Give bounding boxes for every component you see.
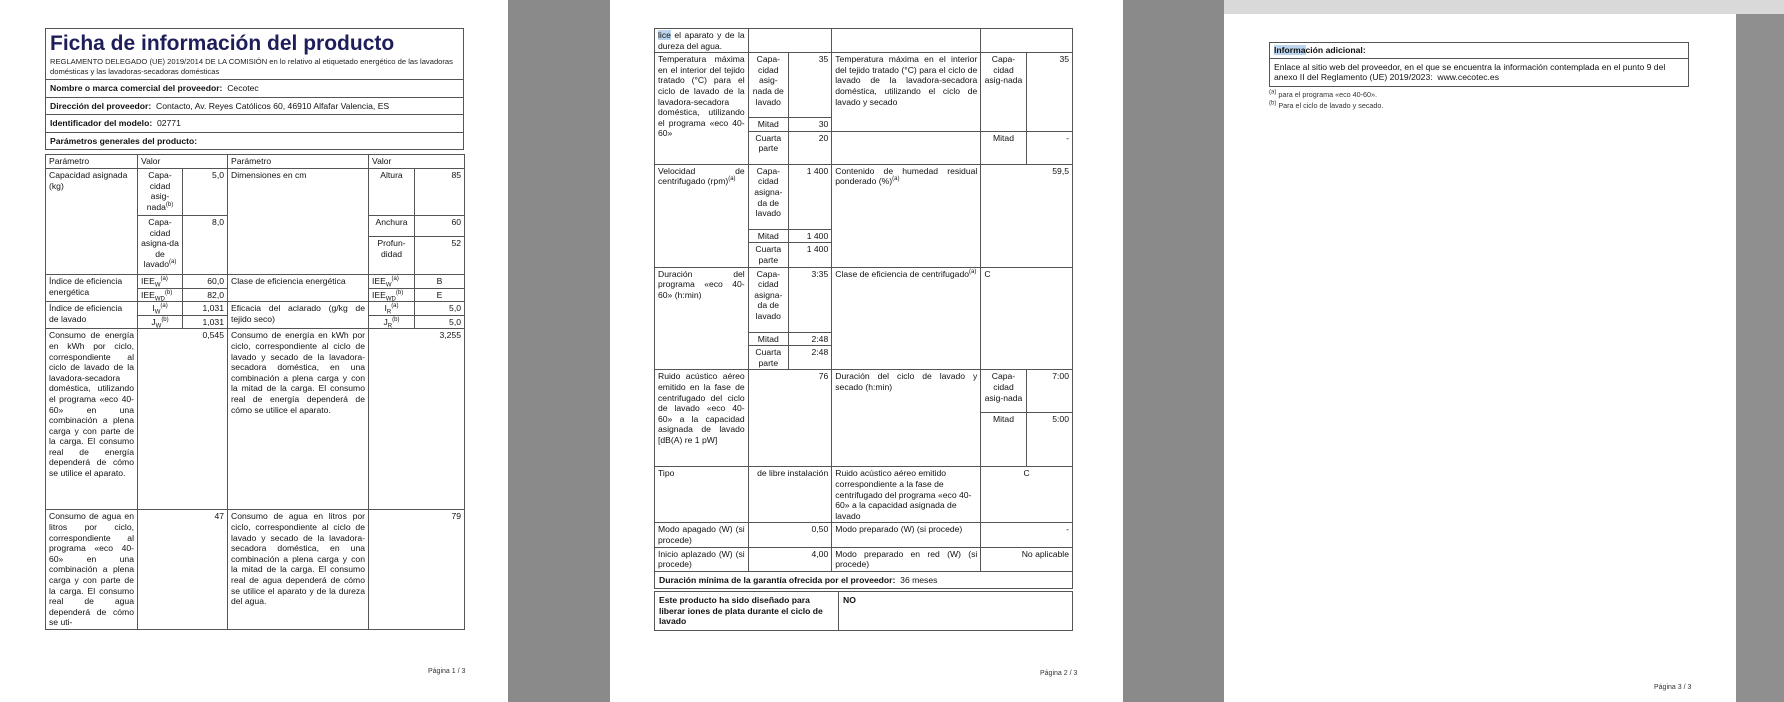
- duration-sub-half: Mitad: [748, 332, 788, 346]
- footnote-b: $^{(b)}$ Para el ciclo de lavado y secado.: [1269, 100, 1384, 110]
- energy-wd-label: Consumo de energía en kWh por ciclo, correspondiente al ciclo de lavado y secado de la lavadora-secadora doméstica, en una combinación a plena carga y con la mitad de la carga. El consumo real de energía dependerá de cómo se utilice el aparato.: [228, 329, 369, 510]
- footnote-a: $^{(a)}$ para el programa «eco 40-60».: [1269, 89, 1378, 99]
- wd-duration-val-rated: 7:00: [1026, 370, 1072, 413]
- spin-class-value: C: [981, 267, 1073, 370]
- parameters-table-page-2: lice el aparato y de la dureza del agua. Temperatura máxima en el interior del tejido tratado (°C) para el ciclo de lavado de la lavadora-secadora doméstica, utilizando el programa «eco 40-60» Capa-cidad asig-nada de lavado 35 Temperatura máxima en el interior del tejido tratado (°C) para el ciclo de lavado de la lavadora-secadora doméstica, utilizando el ciclo de lavado y secado Capa-cidad asig-nada 35 Mitad 30 Cuarta parte 20 Mitad - Velocidad de centrifugado (rpm)$^{(a)}$ Capa-cidad asigna-da de lavado 1 400 Contenido de humedad residual ponderado (%)$^{(a)}$ 59,5 Mitad 1 400 Cuarta parte 1 400 Duración del programa «eco 40-60» (h:min) Capa-cidad asigna-da de lavado 3:35 Clase de eficiencia de centrifugado$^{(a)}$ C Mitad 2:48 Cuarta parte 2:48 Ruido acústico aéreo emitido en la fase de centrifugado del ciclo de lavado «eco 40-60» a la capacidad asignada de lavado [dB(A) re 1 pW] 76 Duración del ciclo de lavado y secado (h:min) Capa-cidad asig-nada 7:00 Mitad 5:00 Tipo de libre instalación Ruido acústico aéreo emitido correspondiente a la fase de centrifugado del programa «eco 40-60» a la capacidad asignada de lavado C Modo apagado (W) (si procede) 0,50 Modo preparado (W) (si procede) - Inicio aplazado (W) (si procede) 4,00 Modo preparado en red (W) (si procede) No aplicable Duración mínima de la garantía ofrecida por el proveedor: 36 meses: [654, 28, 1073, 589]
- delay-start-label: Inicio aplazado (W) (si procede): [655, 547, 749, 571]
- page-1-content: [45, 28, 464, 630]
- spin-label: Velocidad de centrifugado (rpm): [658, 165, 745, 187]
- duration-sub-rated: Capa-cidad asigna-da de lavado: [748, 267, 788, 332]
- energy-class-label: Clase de eficiencia energética: [228, 274, 369, 301]
- warranty-value: 36 meses: [900, 574, 938, 585]
- additional-info-table: [1269, 42, 1689, 87]
- water-wash-value: 47: [138, 510, 228, 630]
- moisture-label: Contenido de humedad residual ponderado (%): [835, 165, 978, 187]
- water-wd-value: 79: [369, 510, 465, 630]
- general-params-label: Parámetros generales del producto:: [50, 135, 198, 146]
- col-header-value: Valor: [138, 155, 228, 169]
- dim-height-value: 85: [415, 168, 465, 215]
- jr-value: 5,0: [415, 315, 465, 329]
- col-header-param: Parámetro: [46, 155, 138, 169]
- model-value: 02771: [156, 118, 181, 129]
- energy-wash-label: Consumo de energía en kWh por ciclo, correspondiente al ciclo de lavado de la lavadora-secadora doméstica, utilizando el programa «eco 40-60» en una combinación a plena carga y con parte de la carga. El consumo real de energía dependerá de cómo se utilice el aparato.: [46, 329, 138, 510]
- temp-label: Temperatura máxima en el interior del tejido tratado (°C) para el ciclo de lavado de la lavadora-secadora doméstica, utilizando el programa «eco 40-60»: [655, 53, 749, 165]
- additional-info-label: ción adicional:: [1305, 45, 1366, 55]
- type-label: Tipo: [655, 467, 749, 523]
- dim-depth-label: Profun-didad: [369, 237, 415, 275]
- page-3-top-bar: [1224, 0, 1784, 14]
- network-standby-value: No aplicable: [981, 547, 1073, 571]
- type-value: de libre instalación: [748, 467, 832, 523]
- supplier-website: www.cecotec.es: [1437, 72, 1500, 83]
- temp-sub-half: Mitad: [748, 118, 788, 132]
- duration-val-rated: 3:35: [788, 267, 831, 332]
- spin-sub-quarter: Cuarta parte: [748, 243, 788, 267]
- energy-wash-value: 0,545: [138, 329, 228, 510]
- eei-w-value: 60,0: [183, 274, 228, 288]
- temp-sub-quarter: Cuarta parte: [748, 131, 788, 164]
- dim-width-label: Anchura: [369, 215, 415, 236]
- model-label: Identificador del modelo:: [50, 118, 153, 129]
- off-mode-label: Modo apagado (W) (si procede): [655, 523, 749, 547]
- supplier-value: Cecotec: [227, 83, 259, 93]
- page-2-content: [654, 28, 1073, 631]
- noise-label: Ruido acústico aéreo emitido en la fase de centrifugado del ciclo de lavado «eco 40-60» a la capacidad asignada de lavado [dB(A) re 1 pW]: [655, 370, 749, 467]
- jw-value: 1,031: [183, 315, 228, 329]
- energy-class-w-value: B: [415, 274, 465, 288]
- page-number-2: Página 2 / 3: [1040, 670, 1078, 677]
- eei-wd-value: 82,0: [183, 288, 228, 302]
- temp-wd-val-rated: 35: [1026, 53, 1072, 132]
- dim-depth-value: 52: [415, 237, 465, 275]
- energy-wd-value: 3,255: [369, 329, 465, 510]
- spin-val-half: 1 400: [788, 229, 831, 243]
- duration-val-quarter: 2:48: [788, 346, 831, 370]
- page-number-3: Página 3 / 3: [1654, 684, 1692, 691]
- energy-class-wd-value: E: [415, 288, 465, 302]
- additional-info-label-highlight: Informa: [1274, 45, 1306, 55]
- col-header-value-2: Valor: [369, 155, 465, 169]
- temp-wd-sub-half: Mitad: [981, 131, 1026, 164]
- continued-text: el aparato y de la dureza del agua.: [658, 30, 745, 51]
- iw-value: 1,031: [183, 302, 228, 316]
- page-gap: [1123, 0, 1224, 702]
- dim-width-value: 60: [415, 215, 465, 236]
- duration-sub-quarter: Cuarta parte: [748, 346, 788, 370]
- wd-duration-val-half: 5:00: [1026, 413, 1072, 467]
- temp-sub-rated: Capa-cidad asig-nada de lavado: [748, 53, 788, 118]
- parameters-table-page-1: Parámetro Valor Parámetro Valor Capacidad asignada (kg) Capa-cidad asig-nada$^{(b)}$ 5,0 Dimensiones en cm Altura 85 Capa-cidad asigna-da de lavado$^{(a)}$ 8,0 Anchura 60 Profun-didad 52 Índice de eficiencia energética $IEE_W^{(a)}$ 60,0 Clase de eficiencia energética $IEE_W^{(a)}$ B $IEE_{WD}^{(b)}$ 82,0 $IEE_{WD}^{(b)}$ E Índice de eficiencia de lavado $I_W^{(a)}$ 1,031 Eficacia del aclarado (g/kg de tejido seco) $I_R^{(a)}$ 5,0 $J_W^{(b)}$ 1,031 $J_R^{(b)}$ 5,0 Consumo de energía en kWh por ciclo, correspondiente al ciclo de lavado de la lavadora-secadora doméstica, utilizando el programa «eco 40-60» en una combinación a plena carga y con parte de la carga. El consumo real de energía dependerá de cómo se utilice el aparato. 0,545 Consumo de energía en kWh por ciclo, correspondiente al ciclo de lavado y secado de la lavadora-secadora doméstica, en una combinación a plena carga y con la mitad de la carga. El consumo real de energía dependerá de cómo se utilice el aparato. 3,255 Consumo de agua en litros por ciclo, correspondiente al programa «eco 40-60» en una combinación a plena carga y con parte de la carga. El consumo real de agua dependerá de cómo se uti- 47 Consumo de agua en litros por ciclo, correspondiente al ciclo de lavado y secado de la lavadora-secadora doméstica, en una combinación a plena carga y con la mitad de la carga. El consumo real de agua dependerá de cómo se utilice el aparato y de la dureza del agua. 79: [45, 154, 465, 630]
- temp-val-half: 30: [788, 118, 831, 132]
- water-wd-label: Consumo de agua en litros por ciclo, correspondiente al ciclo de lavado y secado de la lavadora-secadora doméstica, en una combinación a plena carga y con la mitad de la carga. El consumo real de agua dependerá de cómo se utilice el aparato y de la dureza del agua.: [228, 510, 369, 630]
- warranty-label: Duración mínima de la garantía ofrecida por el proveedor:: [659, 574, 896, 585]
- spin-sub-half: Mitad: [748, 229, 788, 243]
- dimensions-label: Dimensiones en cm: [228, 168, 369, 274]
- continued-text-highlight: lice: [658, 30, 671, 40]
- standby-label: Modo preparado (W) (si procede): [832, 523, 981, 547]
- silver-ions-label: Este producto ha sido diseñado para liberar iones de plata durante el ciclo de lavado: [655, 592, 839, 631]
- duration-label: Duración del programa «eco 40-60» (h:min): [655, 267, 749, 370]
- standby-value: -: [981, 523, 1073, 547]
- capacity-sub-wash: Capa-cidad asigna-da de lavado: [141, 216, 179, 270]
- temp-val-quarter: 20: [788, 131, 831, 164]
- eei-label: Índice de eficiencia energética: [46, 274, 138, 301]
- water-wash-label: Consumo de agua en litros por ciclo, correspondiente al programa «eco 40-60» en una combinación a plena carga y con parte de la carga. El consumo real de agua dependerá de cómo se uti-: [46, 510, 138, 630]
- wd-duration-label: Duración del ciclo de lavado y secado (h:min): [832, 370, 981, 467]
- spin-class-label: Clase de eficiencia de centrifugado: [835, 268, 970, 279]
- dim-height-label: Altura: [369, 168, 415, 215]
- temp-wd-sub-rated: Capa-cidad asig-nada: [981, 53, 1026, 132]
- duration-val-half: 2:48: [788, 332, 831, 346]
- page-gap: [508, 0, 610, 702]
- address-label: Dirección del proveedor:: [50, 100, 152, 111]
- address-value: Contacto, Av. Reyes Católicos 60, 46910 Alfafar Valencia, ES: [156, 100, 390, 111]
- temp-val-rated: 35: [788, 53, 831, 118]
- temp-wd-label: Temperatura máxima en el interior del tejido tratado (°C) para el ciclo de lavado de la lavadora-secadora doméstica, utilizando el ciclo de lavado y secado: [832, 53, 981, 132]
- rinse-label: Eficacia del aclarado (g/kg de tejido seco): [228, 302, 369, 329]
- page-3-sheet: [1224, 14, 1736, 702]
- noise-class-label: Ruido acústico aéreo emitido correspondiente a la fase de centrifugado del programa «eco 40-60» a la capacidad asignada de lavado: [832, 467, 981, 523]
- supplier-label: Nombre o marca comercial del proveedor:: [50, 83, 223, 93]
- spin-val-rated: 1 400: [788, 164, 831, 229]
- spin-sub-rated: Capa-cidad asigna-da de lavado: [748, 164, 788, 229]
- silver-ions-value: NO: [839, 592, 1073, 631]
- wd-duration-sub-half: Mitad: [981, 413, 1026, 467]
- capacity-value-rated: 5,0: [183, 168, 228, 215]
- document-page-1: [0, 0, 508, 702]
- capacity-sub-rated: Capa-cidad asig-nada: [146, 169, 172, 212]
- additional-info-text: Enlace al sitio web del proveedor, en el que se encuentra la información contemplada en el punto 9 del anexo II del Reglamento (UE) 2019/2023:: [1274, 61, 1666, 83]
- delay-start-value: 4,00: [748, 547, 832, 571]
- noise-class-value: C: [981, 467, 1073, 523]
- moisture-value: 59,5: [981, 164, 1073, 267]
- page-3-content: [1269, 42, 1689, 111]
- capacity-value-wash: 8,0: [183, 215, 228, 274]
- ir-value: 5,0: [415, 302, 465, 316]
- capacity-label: Capacidad asignada (kg): [46, 168, 138, 274]
- wash-efficiency-label: Índice de eficiencia de lavado: [46, 302, 138, 329]
- page-number-1: Página 1 / 3: [428, 668, 466, 675]
- silver-ions-table: [654, 591, 1073, 631]
- document-page-3: [1224, 0, 1784, 702]
- network-standby-label: Modo preparado en red (W) (si procede): [832, 547, 981, 571]
- document-page-2: [610, 0, 1123, 702]
- off-mode-value: 0,50: [748, 523, 832, 547]
- col-header-param-2: Parámetro: [228, 155, 369, 169]
- regulation-text: REGLAMENTO DELEGADO (UE) 2019/2014 DE LA COMISIÓN en lo relativo al etiquetado energético de las lavadoras domésticas y las lavadoras-secadoras domésticas: [50, 57, 453, 76]
- document-title: Ficha de información del producto: [50, 32, 395, 55]
- wd-duration-sub-rated: Capa-cidad asig-nada: [981, 370, 1026, 413]
- spin-val-quarter: 1 400: [788, 243, 831, 267]
- noise-value: 76: [748, 370, 832, 467]
- temp-wd-val-half: -: [1026, 131, 1072, 164]
